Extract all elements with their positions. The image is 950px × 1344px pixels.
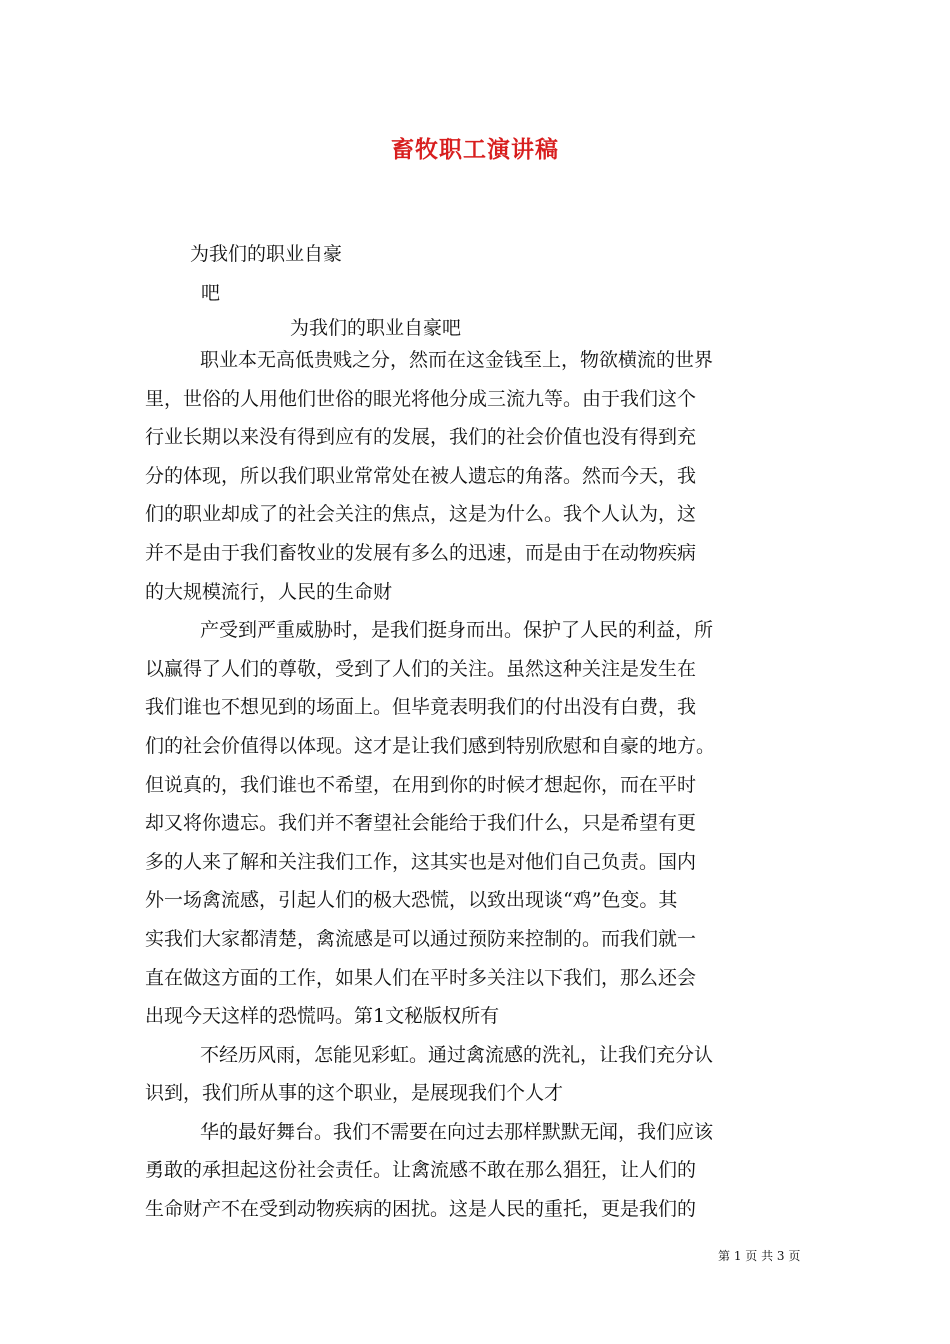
body-line: 里，世俗的人用他们世俗的眼光将他分成三流九等。由于我们这个 — [145, 387, 697, 410]
body-line: 外一场禽流感，引起人们的极大恐慌，以致出现谈“鸡”色变。其 — [145, 889, 678, 912]
body-line: 直在做这方面的工作，如果人们在平时多关注以下我们，那么还会 — [145, 966, 697, 989]
body-line: 并不是由于我们畜牧业的发展有多么的迅速，而是由于在动物疾病 — [145, 541, 697, 564]
body-line: 行业长期以来没有得到应有的发展，我们的社会价值也没有得到充 — [145, 426, 697, 449]
body-line: 们的社会价值得以体现。这才是让我们感到特别欣慰和自豪的地方。 — [145, 734, 716, 757]
body-line: 的大规模流行，人民的生命财 — [145, 580, 393, 603]
body-line: 不经历风雨，怎能见彩虹。通过禽流感的洗礼，让我们充分认 — [200, 1043, 714, 1066]
body-line: 们的职业却成了的社会关注的焦点，这是为什么。我个人认为，这 — [145, 503, 697, 526]
document-title: 畜牧职工演讲稿 — [391, 136, 559, 163]
body-line: 勇敢的承担起这份社会责任。让禽流感不敢在那么猖狂，让人们的 — [145, 1159, 697, 1182]
body-line: 多的人来了解和关注我们工作，这其实也是对他们自己负责。国内 — [145, 850, 697, 873]
body-line: 却又将你遗忘。我们并不奢望社会能给于我们什么，只是希望有更 — [145, 812, 697, 835]
body-paragraphs — [145, 341, 810, 1229]
body-line: 生命财产不在受到动物疾病的困扰。这是人民的重托，更是我们的 — [145, 1198, 697, 1221]
heading-fragment-1: 为我们的职业自豪 — [190, 243, 343, 265]
heading-fragment-2: 吧 — [201, 282, 221, 304]
body-line: 我们谁也不想见到的场面上。但毕竟表明我们的付出没有白费，我 — [145, 696, 697, 719]
page-number-footer: 第 1 页 共 3 页 — [718, 1249, 801, 1263]
body-line: 分的体现，所以我们职业常常处在被人遗忘的角落。然而今天，我 — [145, 464, 697, 487]
body-line: 以赢得了人们的尊敬，受到了人们的关注。虽然这种关注是发生在 — [145, 657, 697, 680]
body-line: 出现今天这样的恐慌吗。第1文秘版权所有 — [145, 1005, 500, 1028]
body-line: 华的最好舞台。我们不需要在向过去那样默默无闻，我们应该 — [200, 1120, 714, 1143]
body-line: 产受到严重威胁时，是我们挺身而出。保护了人民的利益，所 — [200, 619, 714, 642]
body-line: 识到，我们所从事的这个职业，是展现我们个人才 — [145, 1082, 564, 1105]
body-line: 但说真的，我们谁也不希望，在用到你的时候才想起你，而在平时 — [145, 773, 697, 796]
heading-full: 为我们的职业自豪吧 — [290, 317, 462, 339]
body-line: 实我们大家都清楚，禽流感是可以通过预防来控制的。而我们就一 — [145, 927, 697, 950]
body-line: 职业本无高低贵贱之分，然而在这金钱至上，物欲横流的世界 — [200, 349, 714, 371]
